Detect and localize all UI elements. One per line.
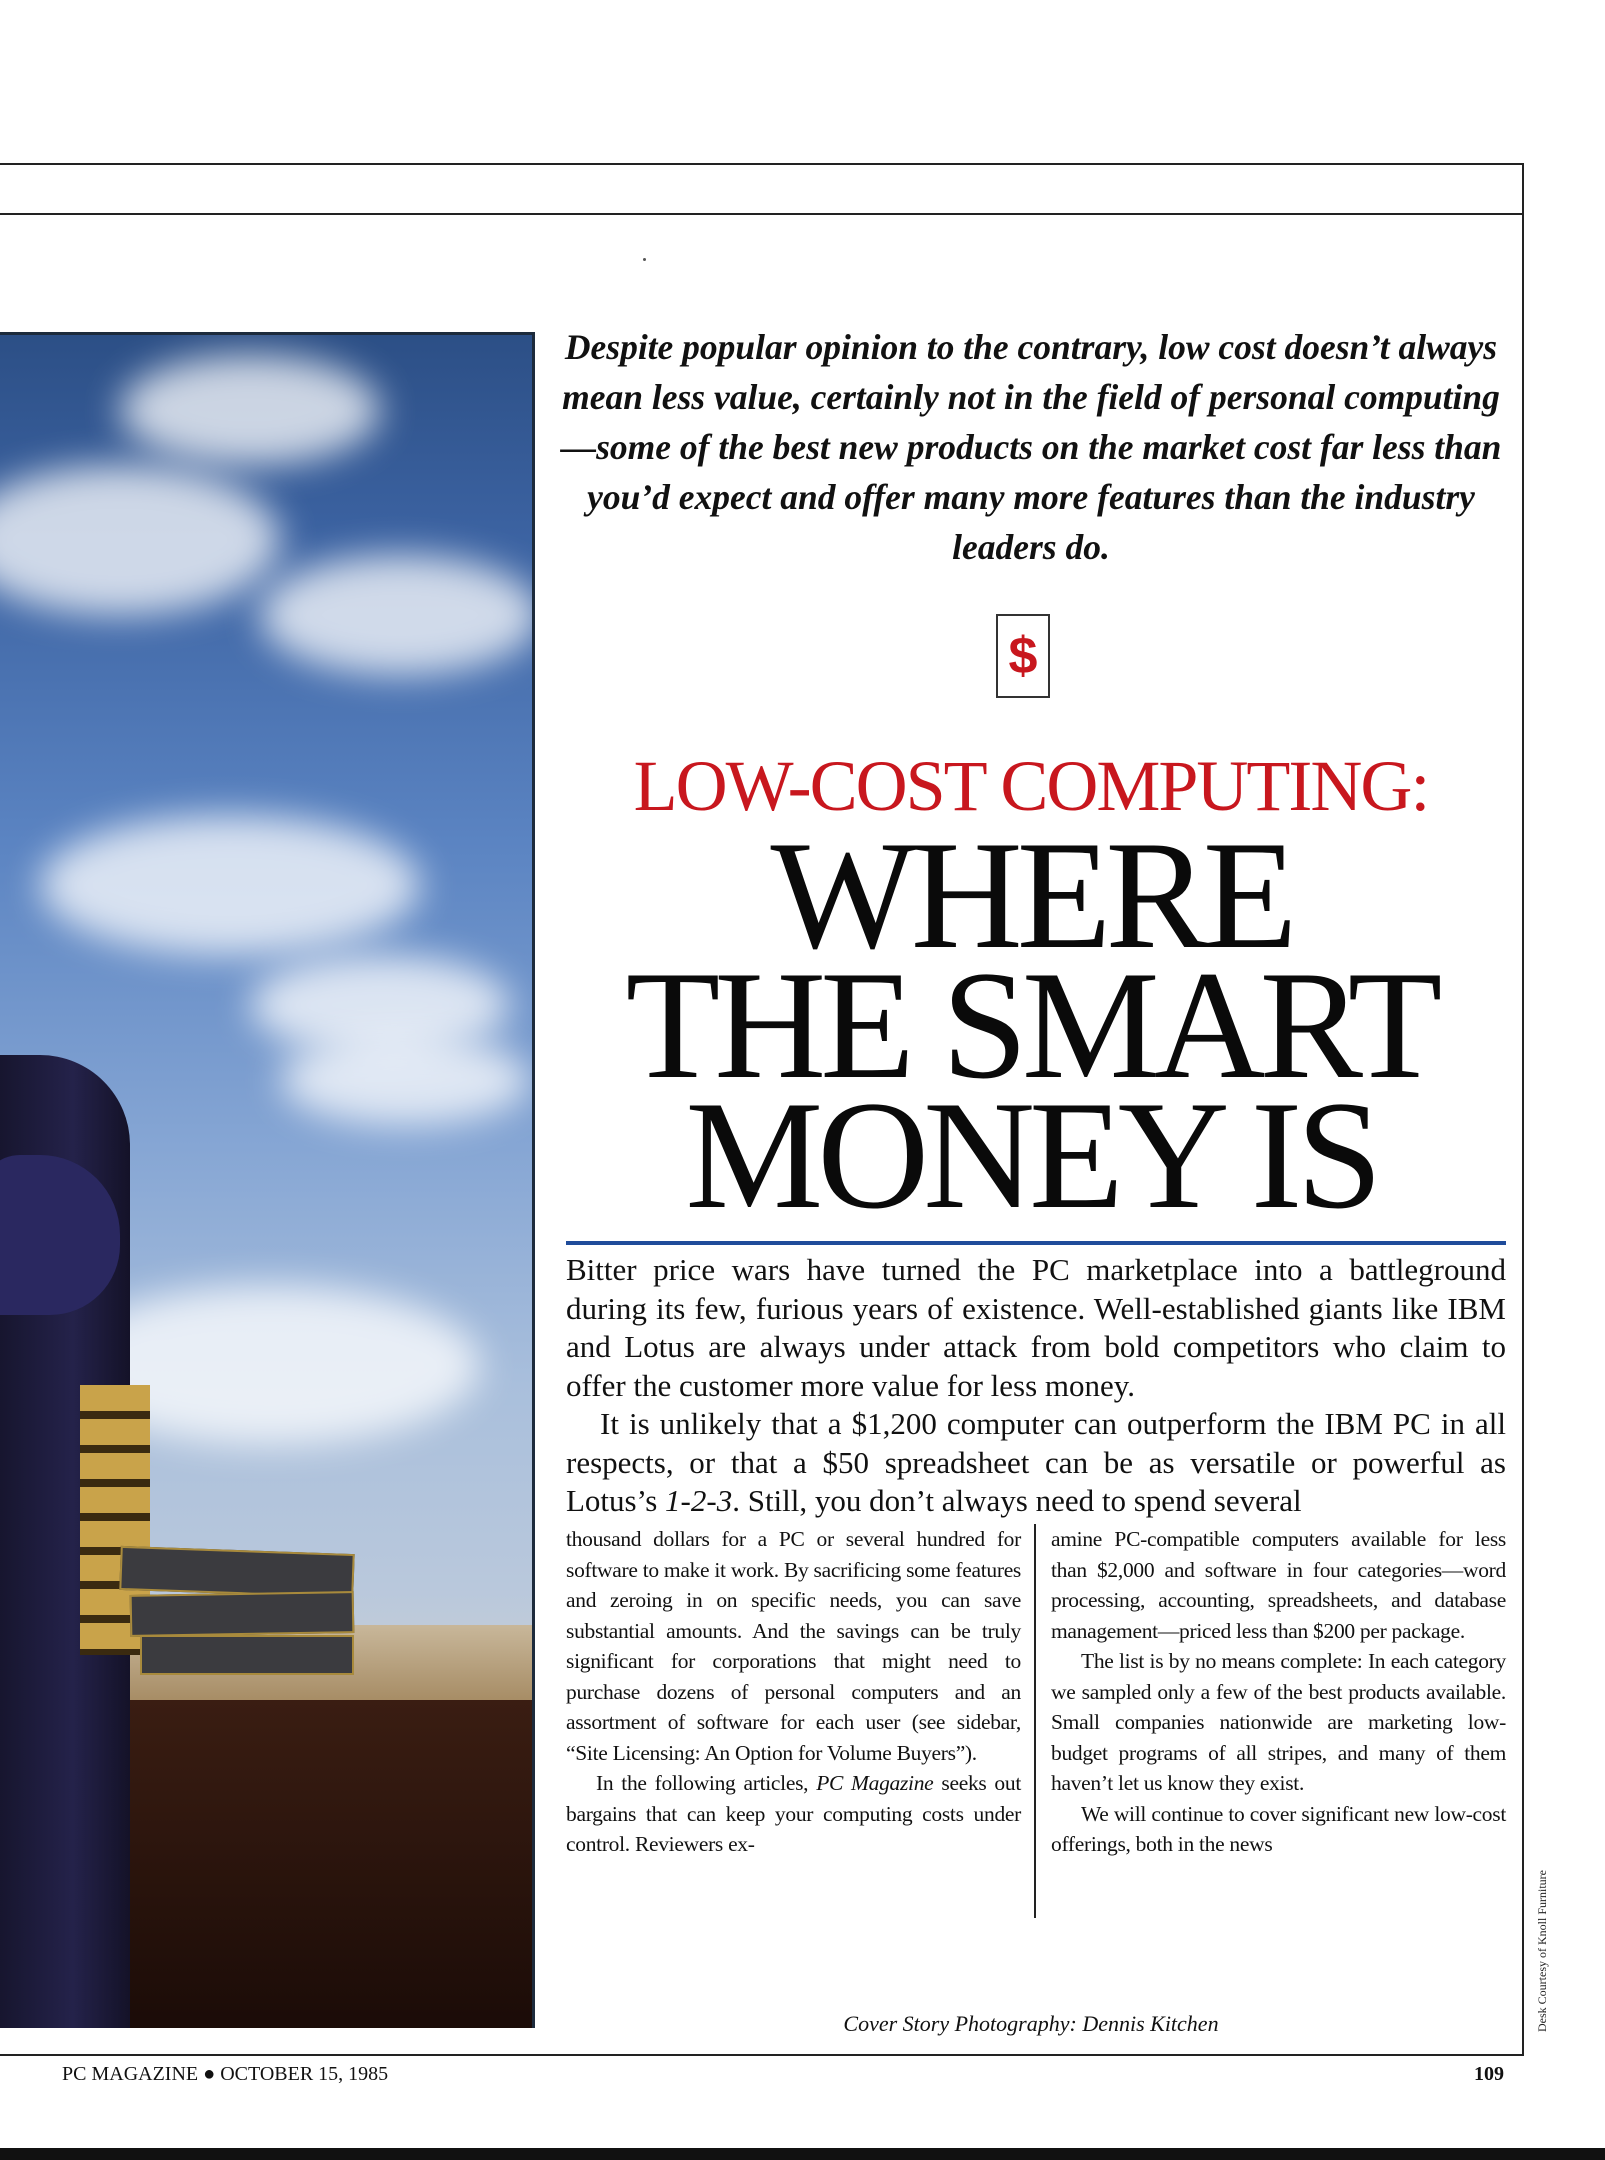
col2-paragraph-1: amine PC-compatible computers available for less than $2,000 and software in four categories—word processing, accounting, spreadsheets, and database management—priced less than $200 per package. [1051,1527,1506,1643]
body-column-2 [1051,1524,1506,1860]
col1-p2-title: PC Magazine [816,1771,934,1795]
right-rule [1522,163,1524,2056]
headline-rule [566,1241,1506,1245]
body-column-1 [566,1524,1021,1860]
headline [556,809,1506,1241]
lead-p2-end: . Still, you don’t always need to spend several [732,1483,1302,1518]
col1-p2-start: In the following articles, [596,1771,817,1795]
lead-p2-title: 1-2-3 [665,1483,733,1518]
speck [643,258,646,261]
page-number: 109 [1474,2063,1504,2085]
lead-paragraph-1: Bitter price wars have turned the PC marketplace into a battleground during its few, furious years of existence. Well-established giants like IBM and Lotus are always under attack from bold competitors who claim to offer the customer more value for less money. [566,1252,1506,1403]
dollar-sign-icon [996,614,1050,698]
col2-paragraph-3: We will continue to cover significant new low-cost offerings, both in the news [1051,1801,1506,1856]
lead-text [566,1251,1506,1521]
top-rule-secondary [0,213,1524,215]
deck-text: Despite popular opinion to the contrary, low cost doesn’t always mean less value, certainly not in the field of personal computing—some of the best new products on the market cost far less than you’d expect and offer many more features than the industry leaders do. [560,327,1502,567]
kicker: LOW-COST COMPUTING: [633,746,1429,826]
col1-paragraph-2 [566,1768,1021,1860]
folio-publication: PC MAGAZINE ● OCTOBER 15, 1985 [62,2063,389,2085]
dollar-sign-glyph: $ [1008,627,1038,685]
scan-bottom-edge [0,2148,1605,2160]
bottom-rule [0,2054,1524,2056]
column-divider [1034,1524,1036,1918]
photo-credit: Cover Story Photography: Dennis Kitchen [843,2011,1219,2036]
col1-paragraph-1: thousand dollars for a PC or several hundred for software to make it work. By sacrificing some features and zeroing in on specific needs, you can save substantial amounts. And the savings can be truly significant for corporations that might need to purchase dozens of personal computers and an assortment of software for each user (see sidebar, “Site Licensing: An Option for Volume Buyers”). [566,1527,1021,1765]
lead-paragraph-2 [566,1405,1506,1521]
headline-line-2: THE SMART [625,939,1437,1111]
cover-photo [0,332,535,2028]
headline-line-1: WHERE [770,809,1292,981]
side-credit: Desk Courtesy of Knoll Furniture [1535,1870,1549,2032]
top-rule [0,163,1524,165]
headline-line-3: MONEY IS [685,1069,1377,1241]
col1-p2-end: seeks out bargains that can keep your computing costs under control. Reviewers ex- [566,1771,1021,1856]
lead-p2-start: It is unlikely that a $1,200 computer can outperform the IBM PC in all respects, or that a $50 spreadsheet can be as versatile or powerful as Lotus’s [566,1406,1506,1518]
col2-paragraph-2: The list is by no means complete: In each category we sampled only a few of the best products available. Small companies nationwide are marketing low-budget programs of all stripes, and many of them haven’t let us know they exist. [1051,1649,1506,1795]
